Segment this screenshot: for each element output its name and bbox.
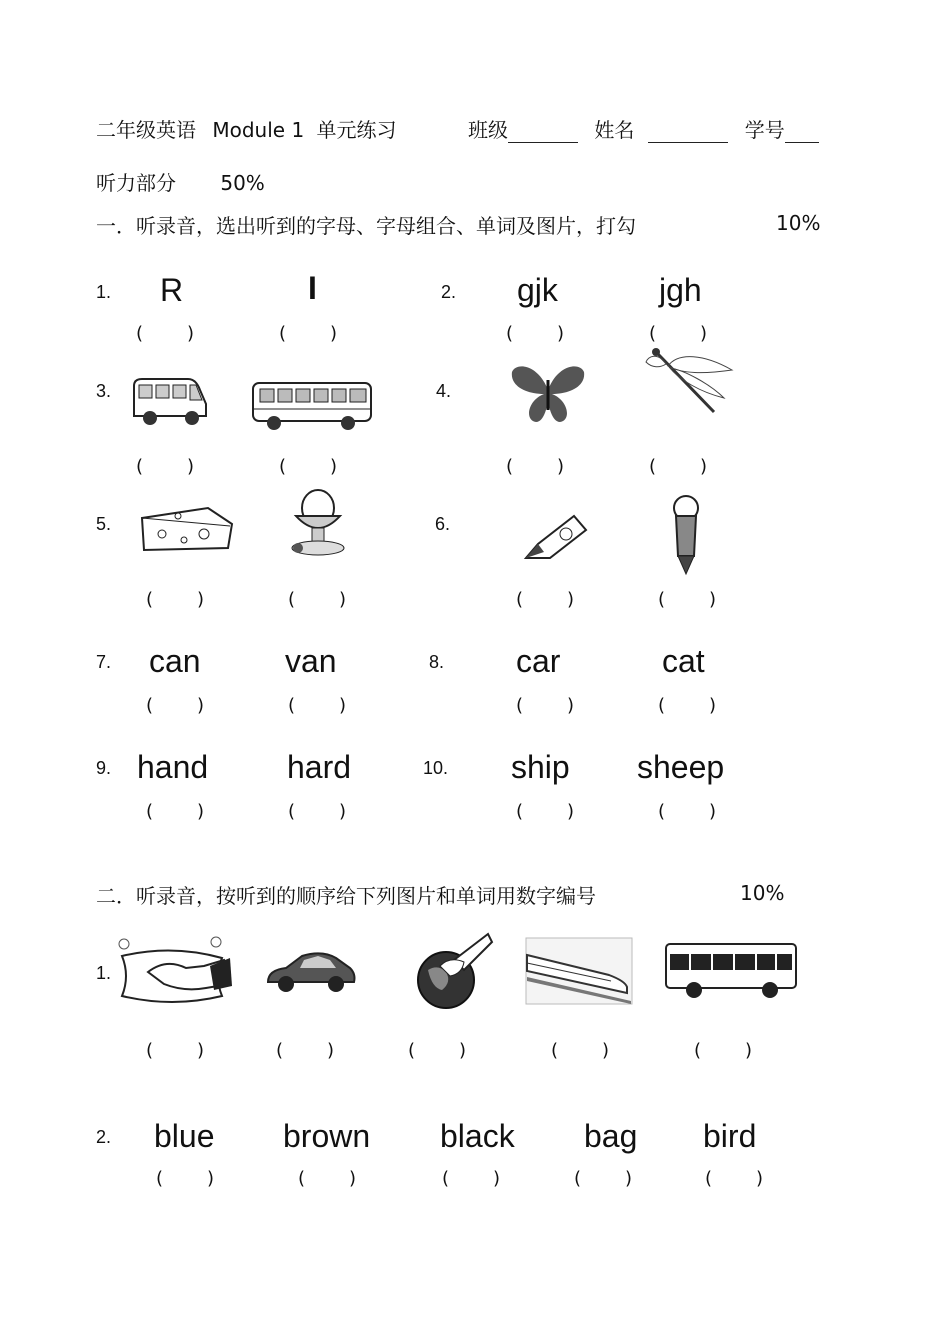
bus-icon [662, 940, 800, 1002]
bus-icon [250, 377, 378, 433]
answer-paren[interactable] [574, 1168, 632, 1189]
option-text: sheep [637, 749, 725, 785]
answer-paren[interactable] [658, 695, 716, 716]
answer-paren[interactable] [288, 589, 346, 610]
option-text: brown [283, 1118, 371, 1154]
worksheet-title [96, 114, 397, 143]
answer-paren[interactable] [506, 456, 564, 477]
option-text: bag [584, 1118, 638, 1154]
item-number: 1. [96, 282, 112, 302]
option-text: van [285, 643, 337, 679]
answer-paren[interactable] [658, 801, 716, 822]
id-blank[interactable] [785, 124, 819, 143]
answer-paren[interactable] [442, 1168, 500, 1189]
answer-paren[interactable] [146, 589, 204, 610]
item-number: 3. [96, 381, 112, 401]
name-blank[interactable] [648, 124, 728, 143]
option-text: can [149, 643, 201, 679]
egg-cup-icon [282, 488, 354, 560]
answer-paren[interactable] [705, 1168, 763, 1189]
option-text: cat [662, 643, 705, 679]
butterfly-icon [508, 360, 588, 426]
answer-paren[interactable] [276, 1040, 334, 1061]
answer-paren[interactable] [408, 1040, 466, 1061]
student-info [468, 114, 819, 143]
answer-paren[interactable] [136, 323, 194, 344]
eraser-icon [520, 510, 590, 566]
listening-percent: 50% [220, 171, 265, 195]
answer-paren[interactable] [136, 456, 194, 477]
option-text: blue [154, 1118, 215, 1154]
section2-percent: 10% [740, 881, 785, 905]
name-label: 姓名 [594, 118, 635, 142]
option-text: ship [511, 749, 570, 785]
id-label: 学号 [744, 118, 785, 142]
option-text: hard [287, 749, 352, 785]
section1-percent: 10% [776, 211, 821, 235]
item-number: 4. [436, 381, 452, 401]
item-number: 1. [96, 963, 112, 983]
section1-title: 一．听录音，选出听到的字母、字母组合、单词及图片，打勾 [96, 214, 636, 238]
answer-paren[interactable] [658, 589, 716, 610]
item-number: 2. [96, 1127, 112, 1147]
answer-paren[interactable] [156, 1168, 214, 1189]
dragonfly-icon [644, 348, 736, 420]
grade-subject: 二年级英语 [96, 118, 196, 142]
car-icon [264, 948, 358, 998]
answer-paren[interactable] [146, 801, 204, 822]
answer-paren[interactable] [146, 695, 204, 716]
answer-paren[interactable] [298, 1168, 356, 1189]
answer-paren[interactable] [516, 589, 574, 610]
cheese-icon [138, 504, 234, 554]
answer-paren[interactable] [551, 1040, 609, 1061]
van-icon [130, 376, 210, 428]
item-number: 5. [96, 514, 112, 534]
item-number: 10. [423, 758, 449, 778]
item-number: 2. [441, 282, 457, 302]
item-number: 7. [96, 652, 112, 672]
option-text: I [308, 270, 317, 306]
listening-heading [96, 167, 265, 196]
option-text: R [160, 272, 184, 308]
option-text: black [440, 1118, 515, 1154]
answer-paren[interactable] [146, 1040, 204, 1061]
pillow-icon [114, 936, 232, 1012]
answer-paren[interactable] [649, 456, 707, 477]
class-blank[interactable] [508, 124, 578, 143]
globe-icon [402, 930, 494, 1012]
answer-paren[interactable] [279, 456, 337, 477]
option-text: jgh [659, 272, 702, 308]
module-name: Module 1 [212, 118, 305, 142]
answer-paren[interactable] [506, 323, 564, 344]
option-text: car [516, 643, 561, 679]
pen-icon [664, 494, 710, 578]
answer-paren[interactable] [516, 695, 574, 716]
train-icon [525, 937, 633, 1005]
answer-paren[interactable] [279, 323, 337, 344]
answer-paren[interactable] [694, 1040, 752, 1061]
option-text: gjk [517, 272, 558, 308]
option-text: hand [137, 749, 209, 785]
section2-title: 二．听录音，按听到的顺序给下列图片和单词用数字编号 [96, 884, 596, 908]
answer-paren[interactable] [649, 323, 707, 344]
class-label: 班级 [468, 118, 508, 142]
answer-paren[interactable] [288, 695, 346, 716]
item-number: 8. [429, 652, 445, 672]
item-number: 6. [435, 514, 451, 534]
option-text: bird [703, 1118, 757, 1154]
answer-paren[interactable] [288, 801, 346, 822]
item-number: 9. [96, 758, 112, 778]
answer-paren[interactable] [516, 801, 574, 822]
listening-label: 听力部分 [96, 171, 176, 195]
unit-label: 单元练习 [316, 118, 397, 142]
